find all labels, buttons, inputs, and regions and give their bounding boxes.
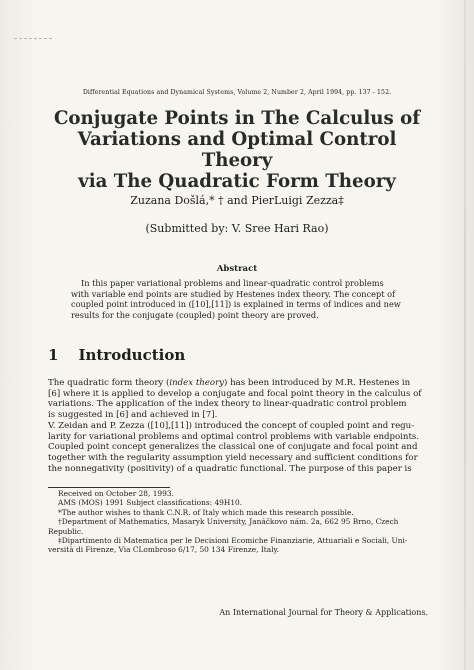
abstract-heading: Abstract	[216, 264, 258, 274]
body-line: the nonnegativity (positivity) of a quadratic functional. The purpose of this paper is	[48, 463, 412, 474]
body-line: variations. The application of the index theory to linear-quadratic control problem	[48, 399, 407, 410]
italic-term: index theory	[169, 378, 225, 388]
title-line: via The Quadratic Form Theory	[78, 171, 396, 192]
footnote-affiliation-1: †Department of Mathematics, Masaryk University, Janáčkovo nám. 2a, 662 95 Brno, Czech	[58, 517, 399, 527]
footnote-thanks: *The author wishes to thank C.N.R. of Italy which made this research possible.	[58, 507, 354, 517]
abstract-line: coupled point introduced in ([10],[11]) is explained in terms of indices and new	[71, 299, 401, 310]
footnote-affiliation-2: ‡Dipartimento di Matematica per le Decisioni Ecomiche Finanziarie, Attuariali e Sociali, Uni-	[58, 536, 408, 546]
page-edge	[464, 0, 466, 670]
footnote-received: Received on October 28, 1993.	[58, 489, 174, 498]
footnote-rule	[48, 487, 170, 488]
footnote-affiliation-1-cont: Republic.	[48, 526, 84, 536]
body-line: together with the regularity assumption yield necessary and sufficient conditions for	[48, 452, 418, 463]
paper-title	[40, 108, 434, 192]
body-line: V. Zeidan and P. Zezza ([10],[11]) introduced the concept of coupled point and regu-	[48, 420, 415, 431]
abstract-line: In this paper variational problems and linear-quadratic control problems	[81, 278, 384, 288]
authors: Zuzana Došlá,* † and PierLuigi Zezza‡	[130, 194, 344, 207]
abstract-line: with variable end points are studied by Hestenes index theory. The concept of	[71, 288, 396, 299]
section-heading	[48, 346, 185, 364]
journal-header: Differential Equations and Dynamical Systems, Volume 2, Number 2, April 1994, pp. 137 - 152.	[82, 89, 392, 96]
abstract-text	[71, 278, 406, 320]
footnote-affiliation-2-cont: versità di Firenze, Via CLombroso 6/17, 50 134 Firenze, Italy.	[48, 545, 280, 555]
footnotes	[48, 489, 426, 555]
footnote-ams: AMS (MOS) 1991 Subject classifications: 49H10.	[58, 498, 243, 508]
body-text-span: ) has been introduced by M.R. Hestenes in	[224, 378, 411, 388]
abstract-line: results for the conjugate (coupled) point theory are proved.	[71, 309, 319, 320]
body-line	[48, 378, 426, 389]
body-line: larity for variational problems and optimal control problems with variable endpoints.	[48, 431, 420, 442]
submitted-by: (Submitted by: V. Sree Hari Rao)	[145, 222, 329, 235]
section-number: 1	[48, 346, 59, 364]
body-line: [6] where it is applied to develop a conjugate and focal point theory in the calculus of	[48, 388, 422, 399]
title-line: Variations and Optimal Control Theory	[77, 129, 397, 171]
body-text	[48, 378, 426, 474]
body-line: is suggested in [6] and achieved in [7].	[48, 410, 218, 421]
journal-tagline: An International Journal for Theory & Applications.	[219, 608, 428, 617]
title-line: Conjugate Points in The Calculus of	[53, 108, 421, 129]
body-line: Coupled point concept generalizes the classical one of conjugate and focal point and	[48, 442, 418, 453]
scan-mark	[14, 38, 52, 41]
body-text-span: The quadratic form theory (	[48, 378, 170, 388]
section-title: Introduction	[78, 346, 186, 364]
